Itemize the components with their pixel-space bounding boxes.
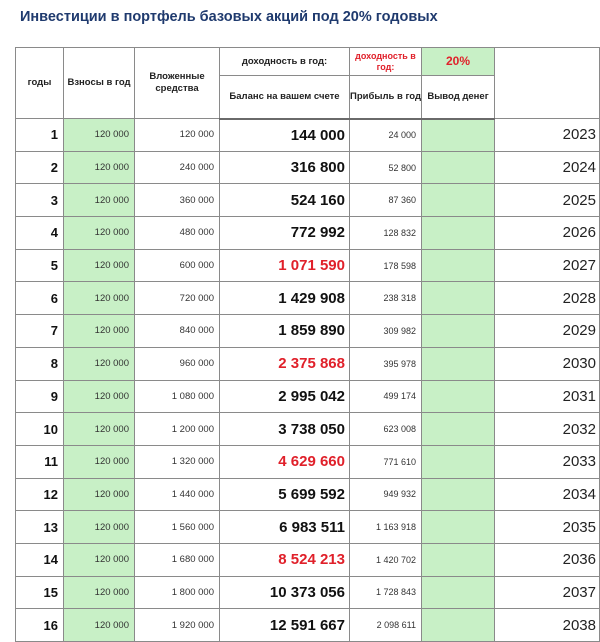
withdrawal-cell[interactable] [422, 119, 495, 152]
balance-cell: 8 524 213 [220, 543, 350, 576]
balance-cell: 12 591 667 [220, 609, 350, 642]
invested-cell: 1 200 000 [135, 413, 220, 446]
profit-cell: 178 598 [350, 249, 422, 282]
profit-cell: 2 098 611 [350, 609, 422, 642]
table-row [16, 478, 600, 511]
contribution-cell[interactable]: 120 000 [64, 413, 135, 446]
table-row [16, 380, 600, 413]
table-row [16, 347, 600, 380]
balance-cell: 1 859 890 [220, 315, 350, 348]
invested-cell: 240 000 [135, 151, 220, 184]
withdrawal-cell[interactable] [422, 511, 495, 544]
header-yield-label-red: доходность в год: [350, 48, 422, 76]
calendar-year-cell: 2029 [495, 315, 600, 348]
invested-cell: 1 320 000 [135, 445, 220, 478]
header-invested: Вложенные средства [135, 48, 220, 119]
balance-cell: 1 071 590 [220, 249, 350, 282]
header-profit: Прибыль в год [350, 76, 422, 119]
balance-cell: 316 800 [220, 151, 350, 184]
calendar-year-cell: 2033 [495, 445, 600, 478]
calendar-year-cell: 2035 [495, 511, 600, 544]
year-cell: 12 [16, 478, 64, 511]
contribution-cell[interactable]: 120 000 [64, 184, 135, 217]
table-row [16, 445, 600, 478]
profit-cell: 499 174 [350, 380, 422, 413]
profit-cell: 623 008 [350, 413, 422, 446]
contribution-cell[interactable]: 120 000 [64, 543, 135, 576]
calendar-year-cell: 2036 [495, 543, 600, 576]
year-cell: 6 [16, 282, 64, 315]
balance-cell: 5 699 592 [220, 478, 350, 511]
balance-cell: 6 983 511 [220, 511, 350, 544]
year-cell: 5 [16, 249, 64, 282]
header-yield-label: доходность в год: [220, 48, 350, 76]
profit-cell: 395 978 [350, 347, 422, 380]
balance-cell: 1 429 908 [220, 282, 350, 315]
table-row [16, 151, 600, 184]
calendar-year-cell: 2034 [495, 478, 600, 511]
year-cell: 3 [16, 184, 64, 217]
invested-cell: 600 000 [135, 249, 220, 282]
table-row [16, 184, 600, 217]
withdrawal-cell[interactable] [422, 184, 495, 217]
header-rate[interactable]: 20% [422, 48, 495, 76]
profit-cell: 309 982 [350, 315, 422, 348]
investment-table [15, 47, 600, 642]
table-row [16, 315, 600, 348]
profit-cell: 1 163 918 [350, 511, 422, 544]
year-cell: 7 [16, 315, 64, 348]
invested-cell: 720 000 [135, 282, 220, 315]
profit-cell: 52 800 [350, 151, 422, 184]
withdrawal-cell[interactable] [422, 445, 495, 478]
contribution-cell[interactable]: 120 000 [64, 380, 135, 413]
header-contribution: Взносы в год [64, 48, 135, 119]
year-cell: 10 [16, 413, 64, 446]
year-cell: 15 [16, 576, 64, 609]
invested-cell: 1 800 000 [135, 576, 220, 609]
balance-cell: 772 992 [220, 217, 350, 250]
profit-cell: 87 360 [350, 184, 422, 217]
table-row [16, 511, 600, 544]
calendar-year-cell: 2031 [495, 380, 600, 413]
profit-cell: 128 832 [350, 217, 422, 250]
contribution-cell[interactable]: 120 000 [64, 347, 135, 380]
contribution-cell[interactable]: 120 000 [64, 217, 135, 250]
invested-cell: 1 440 000 [135, 478, 220, 511]
table-row [16, 576, 600, 609]
contribution-cell[interactable]: 120 000 [64, 478, 135, 511]
invested-cell: 1 560 000 [135, 511, 220, 544]
table-row [16, 413, 600, 446]
header-withdrawal: Вывод денег [422, 76, 495, 119]
balance-cell: 2 995 042 [220, 380, 350, 413]
profit-cell: 1 728 843 [350, 576, 422, 609]
table-row [16, 543, 600, 576]
table-row [16, 249, 600, 282]
withdrawal-cell[interactable] [422, 380, 495, 413]
invested-cell: 480 000 [135, 217, 220, 250]
withdrawal-cell[interactable] [422, 315, 495, 348]
withdrawal-cell[interactable] [422, 609, 495, 642]
withdrawal-cell[interactable] [422, 576, 495, 609]
header-balance: Баланс на вашем счете [220, 76, 350, 119]
calendar-year-cell: 2030 [495, 347, 600, 380]
balance-cell: 144 000 [220, 119, 350, 152]
calendar-year-cell: 2028 [495, 282, 600, 315]
year-cell: 13 [16, 511, 64, 544]
table-row [16, 217, 600, 250]
invested-cell: 1 920 000 [135, 609, 220, 642]
profit-cell: 24 000 [350, 119, 422, 152]
header-empty [495, 48, 600, 119]
balance-cell: 524 160 [220, 184, 350, 217]
contribution-cell[interactable]: 120 000 [64, 249, 135, 282]
contribution-cell[interactable]: 120 000 [64, 511, 135, 544]
withdrawal-cell[interactable] [422, 347, 495, 380]
header-year: годы [16, 48, 64, 119]
contribution-cell[interactable]: 120 000 [64, 119, 135, 152]
balance-cell: 3 738 050 [220, 413, 350, 446]
withdrawal-cell[interactable] [422, 543, 495, 576]
year-cell: 1 [16, 119, 64, 152]
profit-cell: 949 932 [350, 478, 422, 511]
year-cell: 9 [16, 380, 64, 413]
profit-cell: 238 318 [350, 282, 422, 315]
year-cell: 4 [16, 217, 64, 250]
calendar-year-cell: 2026 [495, 217, 600, 250]
balance-cell: 2 375 868 [220, 347, 350, 380]
withdrawal-cell[interactable] [422, 478, 495, 511]
invested-cell: 360 000 [135, 184, 220, 217]
invested-cell: 1 080 000 [135, 380, 220, 413]
year-cell: 11 [16, 445, 64, 478]
invested-cell: 960 000 [135, 347, 220, 380]
withdrawal-cell[interactable] [422, 151, 495, 184]
calendar-year-cell: 2027 [495, 249, 600, 282]
profit-cell: 1 420 702 [350, 543, 422, 576]
contribution-cell[interactable]: 120 000 [64, 576, 135, 609]
table-row [16, 609, 600, 642]
withdrawal-cell[interactable] [422, 413, 495, 446]
calendar-year-cell: 2032 [495, 413, 600, 446]
withdrawal-cell[interactable] [422, 249, 495, 282]
year-cell: 14 [16, 543, 64, 576]
balance-cell: 4 629 660 [220, 445, 350, 478]
calendar-year-cell: 2024 [495, 151, 600, 184]
contribution-cell[interactable]: 120 000 [64, 315, 135, 348]
year-cell: 8 [16, 347, 64, 380]
table-row [16, 119, 600, 152]
year-cell: 2 [16, 151, 64, 184]
invested-cell: 120 000 [135, 119, 220, 152]
page-title: Инвестиции в портфель базовых акций под 20% годовых [20, 9, 438, 25]
withdrawal-cell[interactable] [422, 217, 495, 250]
table-row [16, 282, 600, 315]
contribution-cell[interactable]: 120 000 [64, 151, 135, 184]
contribution-cell[interactable]: 120 000 [64, 282, 135, 315]
balance-cell: 10 373 056 [220, 576, 350, 609]
withdrawal-cell[interactable] [422, 282, 495, 315]
year-cell: 16 [16, 609, 64, 642]
calendar-year-cell: 2023 [495, 119, 600, 152]
calendar-year-cell: 2025 [495, 184, 600, 217]
calendar-year-cell: 2038 [495, 609, 600, 642]
calendar-year-cell: 2037 [495, 576, 600, 609]
invested-cell: 1 680 000 [135, 543, 220, 576]
contribution-cell[interactable]: 120 000 [64, 445, 135, 478]
profit-cell: 771 610 [350, 445, 422, 478]
contribution-cell[interactable]: 120 000 [64, 609, 135, 642]
invested-cell: 840 000 [135, 315, 220, 348]
